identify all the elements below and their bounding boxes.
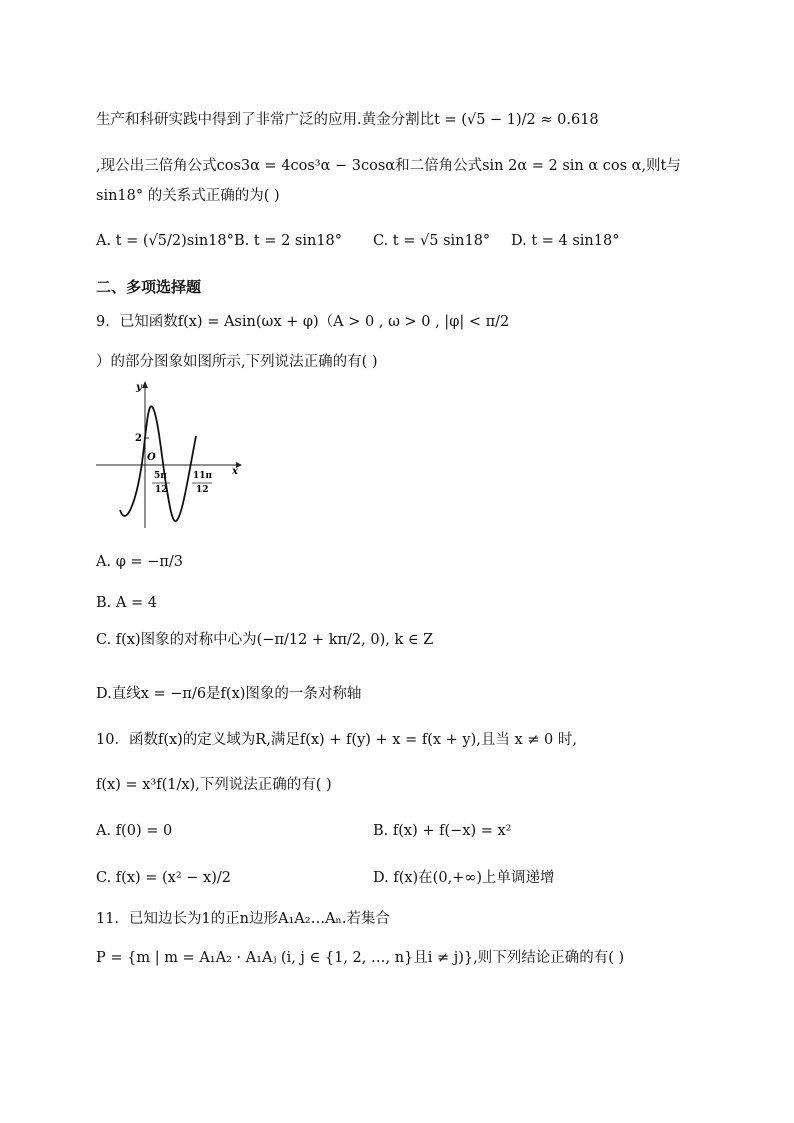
tick1-numerator: 5π bbox=[154, 471, 167, 481]
q10-option-a: A. f(0) = 0 bbox=[96, 823, 173, 839]
q8-option-b: B. t = 2 sin18° bbox=[234, 233, 343, 249]
tick1-denominator: 12 bbox=[155, 485, 168, 495]
y-axis-label: y bbox=[136, 382, 142, 393]
q8-line-2: ,现公出三倍角公式cos3α = 4cos³α − 3cosα和二倍角公式sin 2α = 2 sin α cos α,则t与 bbox=[96, 158, 681, 174]
q10-line-1: 10．函数f(x)的定义域为R,满足f(x) + f(y) + x = f(x + y),且当 x ≠ 0 时, bbox=[96, 732, 577, 748]
q9-option-a: A. φ = −π/3 bbox=[96, 554, 183, 570]
q9-option-c: C. f(x)图象的对称中心为(−π/12 + kπ/2, 0), k ∈ Z bbox=[96, 632, 434, 648]
q10-option-d: D. f(x)在(0,+∞)上单调递增 bbox=[373, 870, 555, 886]
sine-curve bbox=[120, 406, 196, 521]
tick2-denominator: 12 bbox=[196, 485, 209, 495]
tick2-numerator: 11π bbox=[193, 471, 213, 481]
q8-line-3: sin18° 的关系式正确的为( ) bbox=[96, 188, 280, 204]
q11-line-1: 11．已知边长为1的正n边形A₁A₂…Aₙ.若集合 bbox=[96, 911, 390, 927]
x-axis-label: x bbox=[232, 466, 238, 477]
sine-graph bbox=[92, 378, 242, 533]
q10-option-c: C. f(x) = (x² − x)/2 bbox=[96, 870, 231, 886]
q9-option-d: D.直线x = −π/6是f(x)图象的一条对称轴 bbox=[96, 686, 362, 702]
q9-option-b: B. A = 4 bbox=[96, 595, 157, 611]
q8-option-d: D. t = 4 sin18° bbox=[511, 233, 620, 249]
q10-option-b: B. f(x) + f(−x) = x² bbox=[373, 823, 512, 839]
q11-line-2: P = {m | m = A₁A₂ · A₁Aⱼ (i, j ∈ {1, 2, …, n}且i ≠ j)},则下列结论正确的有( ) bbox=[96, 950, 625, 966]
q9-line-1: 9．已知函数f(x) = Asin(ωx + φ)（A > 0 , ω > 0 , |φ| < π/2 bbox=[96, 314, 510, 330]
origin-label: O bbox=[147, 452, 156, 463]
y-axis-arrow bbox=[142, 381, 148, 388]
q9-line-2: ）的部分图象如图所示,下列说法正确的有( ) bbox=[96, 354, 378, 370]
q10-line-2: f(x) = x³f(1/x),下列说法正确的有( ) bbox=[96, 777, 332, 793]
q8-line-1: 生产和科研实践中得到了非常广泛的应用.黄金分割比t = (√5 − 1)/2 ≈ 0.618 bbox=[96, 112, 599, 128]
q8-option-a: A. t = (√5/2)sin18° bbox=[96, 233, 234, 249]
section-heading: 二、多项选择题 bbox=[96, 278, 202, 296]
q8-option-c: C. t = √5 sin18° bbox=[373, 233, 491, 249]
amplitude-label: 2 bbox=[135, 433, 142, 444]
